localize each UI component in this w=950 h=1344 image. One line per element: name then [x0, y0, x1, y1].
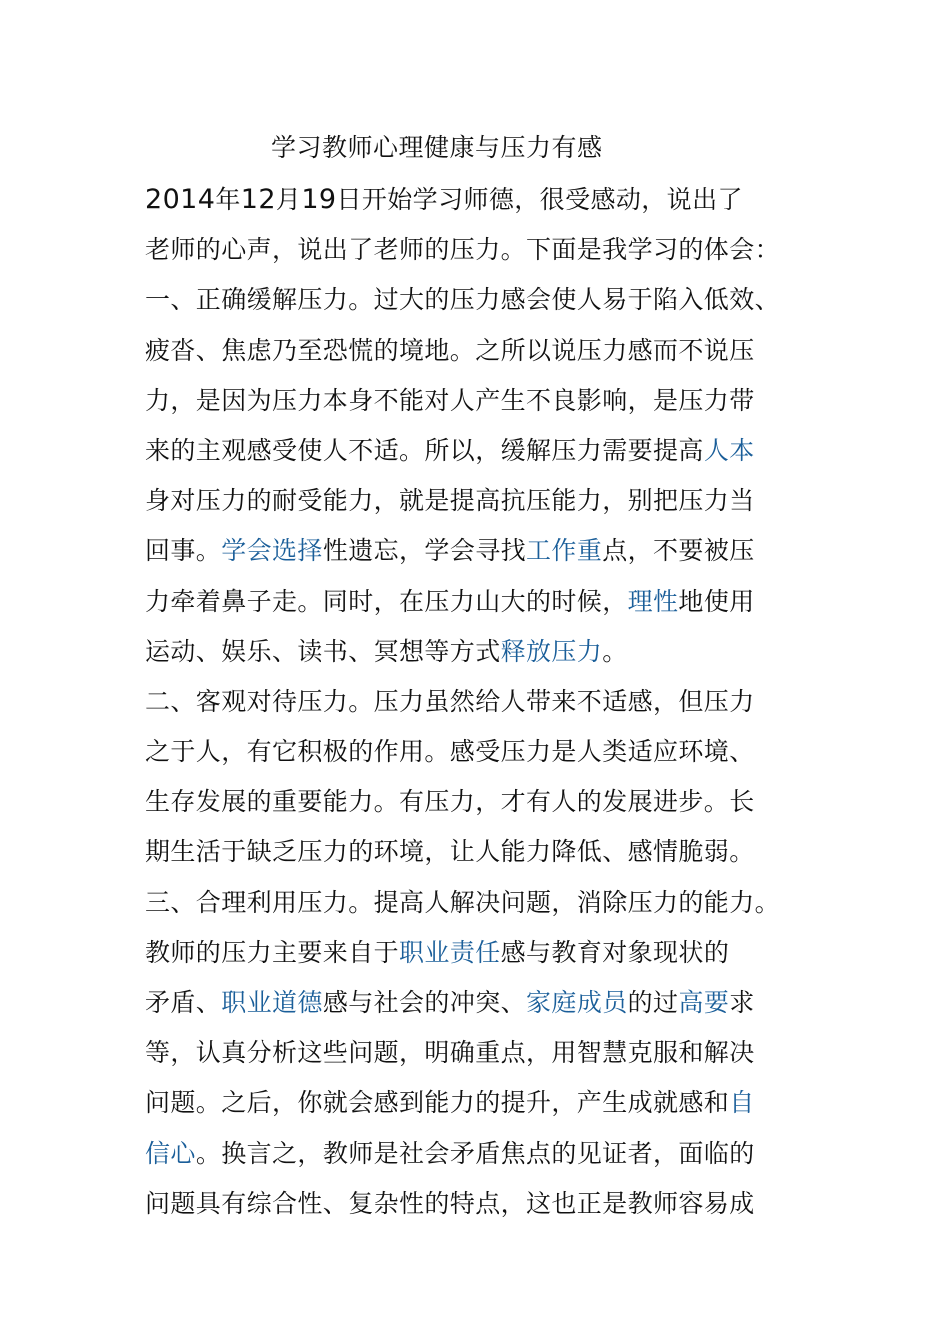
text-segment: 日开始学习师德，很受感动，说出了	[336, 185, 743, 214]
text-segment: 力牵着鼻子走。同时，在压力山大的时候，	[145, 586, 628, 616]
date-number: 19	[301, 184, 337, 215]
text-segment: 求	[729, 988, 755, 1017]
text-line	[145, 225, 845, 275]
text-line	[145, 526, 845, 576]
text-line	[145, 326, 845, 376]
hyperlink[interactable]: 信心	[145, 1138, 196, 1168]
text-segment: 力，是因为压力本身不能对人产生不良影响，是压力带	[145, 385, 755, 415]
text-segment: 二、客观对待压力。压力虽然给人带来不适感，但压力	[145, 686, 755, 716]
text-segment: 问题具有综合性、复杂性的特点，这也正是教师容易成	[145, 1188, 755, 1218]
text-segment: 之于人，有它积极的作用。感受压力是人类适应环境、	[145, 737, 755, 767]
text-line	[145, 275, 845, 325]
text-line	[145, 476, 845, 526]
hyperlink[interactable]: 家庭成员	[526, 988, 628, 1017]
text-line	[145, 727, 845, 777]
text-segment: 感与社会的冲突、	[322, 988, 527, 1017]
text-line	[145, 1028, 845, 1078]
hyperlink[interactable]: 工作重	[526, 536, 603, 566]
text-line	[145, 1078, 845, 1128]
hyperlink[interactable]: 职业道德	[221, 988, 323, 1017]
text-line	[145, 1129, 845, 1179]
hyperlink[interactable]: 释放压力	[500, 636, 603, 666]
text-segment: 的过	[627, 988, 679, 1017]
text-line	[145, 175, 845, 225]
hyperlink[interactable]: 理性	[627, 586, 679, 616]
date-number: 2014	[145, 184, 216, 215]
hyperlink[interactable]: 人本	[703, 435, 755, 465]
document-title: 学习教师心理健康与压力有感	[271, 133, 603, 162]
text-line	[145, 376, 845, 426]
text-segment: 期生活于缺乏压力的环境，让人能力降低、感情脆弱。	[145, 837, 755, 867]
text-segment: 年	[215, 185, 241, 214]
text-line	[145, 978, 845, 1028]
text-line	[145, 577, 845, 627]
text-segment: 感与教育对象现状的	[500, 937, 730, 967]
hyperlink[interactable]: 学会选择	[221, 536, 323, 566]
date-number: 12	[240, 184, 276, 215]
text-segment: 矛盾、	[145, 988, 222, 1017]
text-line	[145, 928, 845, 978]
hyperlink[interactable]: 职业责任	[399, 937, 501, 967]
text-segment: 等，认真分析这些问题，明确重点，用智慧克服和解决	[145, 1038, 755, 1068]
text-segment: 疲沓、焦虑乃至恐慌的境地。之所以说压力感而不说压	[145, 335, 755, 365]
text-segment: 身对压力的耐受能力，就是提高抗压能力，别把压力当	[145, 486, 755, 516]
text-segment: 性遗忘，学会寻找	[322, 536, 527, 566]
text-line	[145, 827, 845, 877]
text-segment: 回事。	[145, 536, 222, 566]
text-line	[145, 426, 845, 476]
text-line	[145, 1179, 845, 1229]
hyperlink[interactable]: 高要	[678, 988, 730, 1017]
text-line	[145, 627, 845, 677]
document-body	[145, 175, 845, 1229]
text-line	[145, 677, 845, 727]
text-line	[145, 878, 845, 928]
text-segment: 运动、娱乐、读书、冥想等方式	[145, 636, 501, 666]
text-segment: 地使用	[678, 586, 755, 616]
text-segment: 一、正确缓解压力。过大的压力感会使人易于陷入低效、	[145, 285, 781, 315]
text-segment: 月	[275, 185, 302, 214]
text-segment: 问题。之后，你就会感到能力的提升，产生成就感和	[145, 1088, 730, 1118]
text-segment: 老师的心声，说出了老师的压力。下面是我学习的体会：	[145, 235, 781, 265]
text-segment: 生存发展的重要能力。有压力，才有人的发展进步。长	[145, 787, 755, 817]
hyperlink[interactable]: 自	[729, 1088, 755, 1118]
text-segment: 。换言之，教师是社会矛盾焦点的见证者，面临的	[195, 1138, 755, 1168]
text-segment: 教师的压力主要来自于	[145, 937, 400, 967]
text-segment: 。	[602, 636, 628, 666]
text-segment: 点，不要被压	[602, 536, 755, 566]
text-segment: 来的主观感受使人不适。所以，缓解压力需要提高	[145, 435, 704, 465]
text-segment: 三、合理利用压力。提高人解决问题，消除压力的能力。	[145, 887, 781, 917]
text-line	[145, 777, 845, 827]
